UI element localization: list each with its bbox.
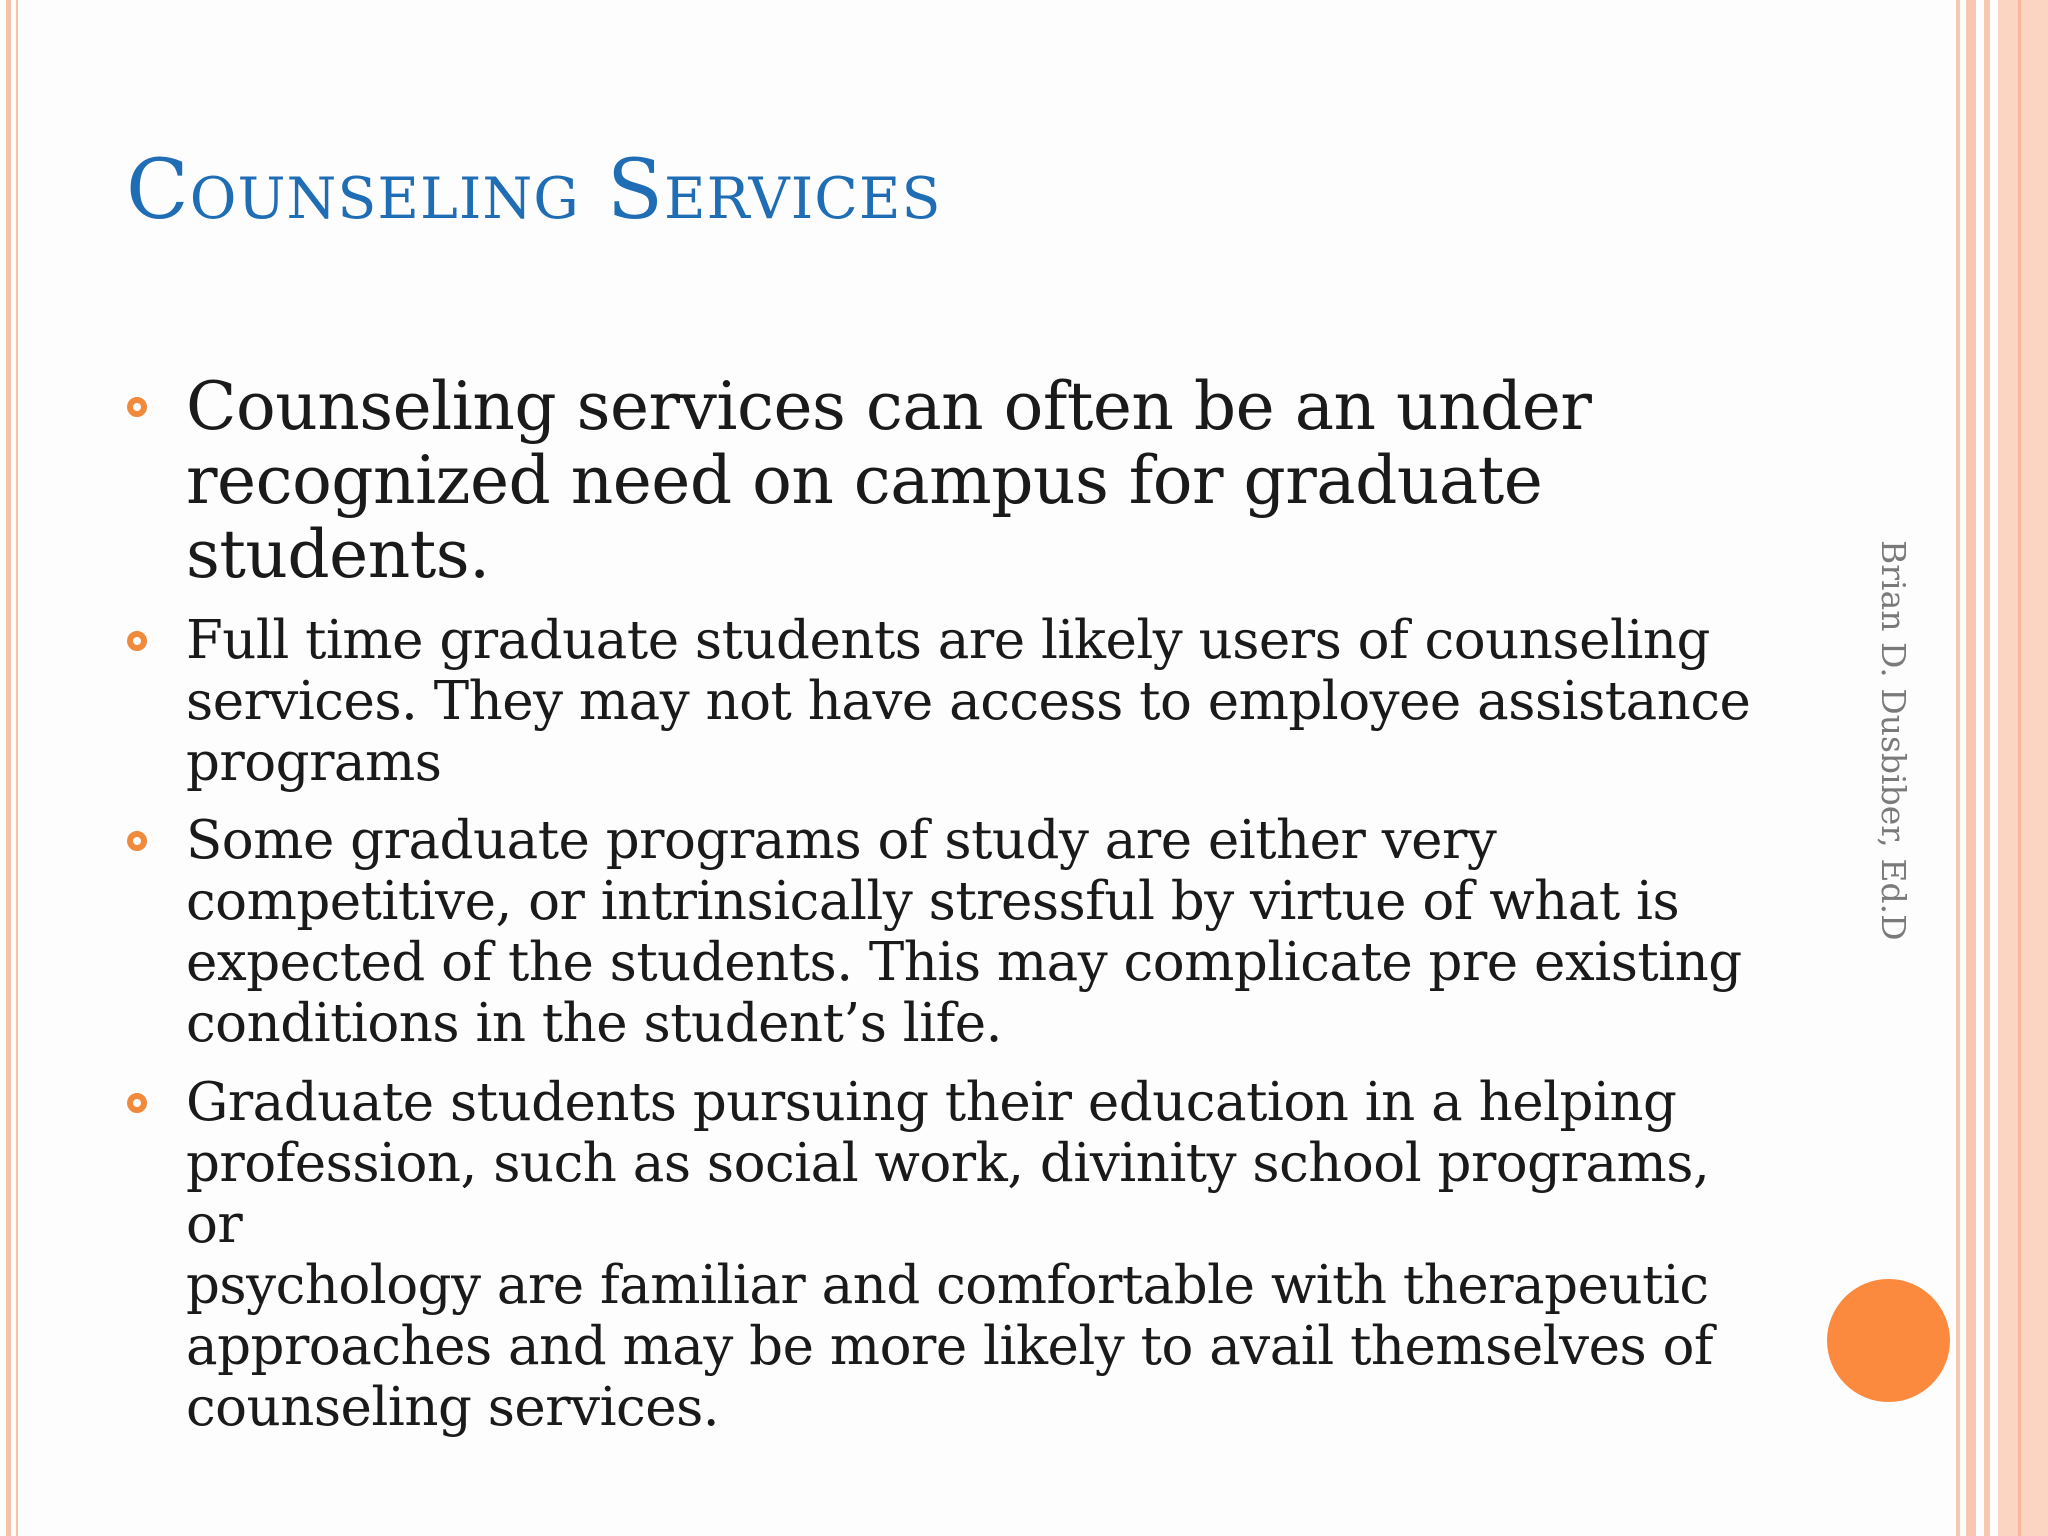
- bullet-line: Some graduate programs of study are either very: [186, 810, 1497, 871]
- bullet-line: competitive, or intrinsically stressful by virtue of what is: [186, 871, 1680, 932]
- bullet-line: psychology are familiar and comfortable with therapeutic: [186, 1255, 1709, 1316]
- bullet-circle-icon: [127, 831, 147, 851]
- left-border-line: [16, 0, 18, 1536]
- bullet-line: profession, such as social work, divinity school programs, or: [186, 1133, 1710, 1255]
- right-border-stripe: [1956, 0, 1960, 1536]
- right-border-stripe: [2018, 0, 2021, 1536]
- bullet-line: programs: [186, 732, 442, 793]
- right-border-band: [1998, 0, 2048, 1536]
- bullet-line: Full time graduate students are likely users of counseling: [186, 610, 1710, 671]
- bullet-line: services. They may not have access to employee assistance: [186, 671, 1751, 732]
- bullet-line: Counseling services can often be an under: [186, 368, 1592, 445]
- bullet-line: students.: [186, 516, 490, 593]
- left-border-line: [6, 0, 11, 1536]
- bullet-line: expected of the students. This may complicate pre existing: [186, 932, 1742, 993]
- bullet-list: [125, 370, 1765, 1438]
- slide-title: Counseling Services: [126, 143, 942, 238]
- bullet-item: [125, 1072, 1765, 1438]
- orange-circle-decoration: [1827, 1279, 1950, 1402]
- right-border-stripe: [1966, 0, 1976, 1536]
- bullet-circle-icon: [127, 397, 147, 417]
- bullet-circle-icon: [127, 631, 147, 651]
- right-border-stripe: [1984, 0, 1990, 1536]
- bullet-line: recognized need on campus for graduate: [186, 442, 1543, 519]
- bullet-line: Graduate students pursuing their education in a helping: [186, 1072, 1677, 1133]
- bullet-circle-icon: [127, 1093, 147, 1113]
- author-credit: Brian D. Dusbiber, Ed.D: [1874, 540, 1913, 941]
- bullet-item: [125, 810, 1765, 1054]
- bullet-line: counseling services.: [186, 1377, 720, 1438]
- bullet-item: [125, 370, 1765, 592]
- bullet-line: conditions in the student’s life.: [186, 993, 1002, 1054]
- bullet-item: [125, 610, 1765, 793]
- bullet-line: approaches and may be more likely to avail themselves of: [186, 1316, 1714, 1377]
